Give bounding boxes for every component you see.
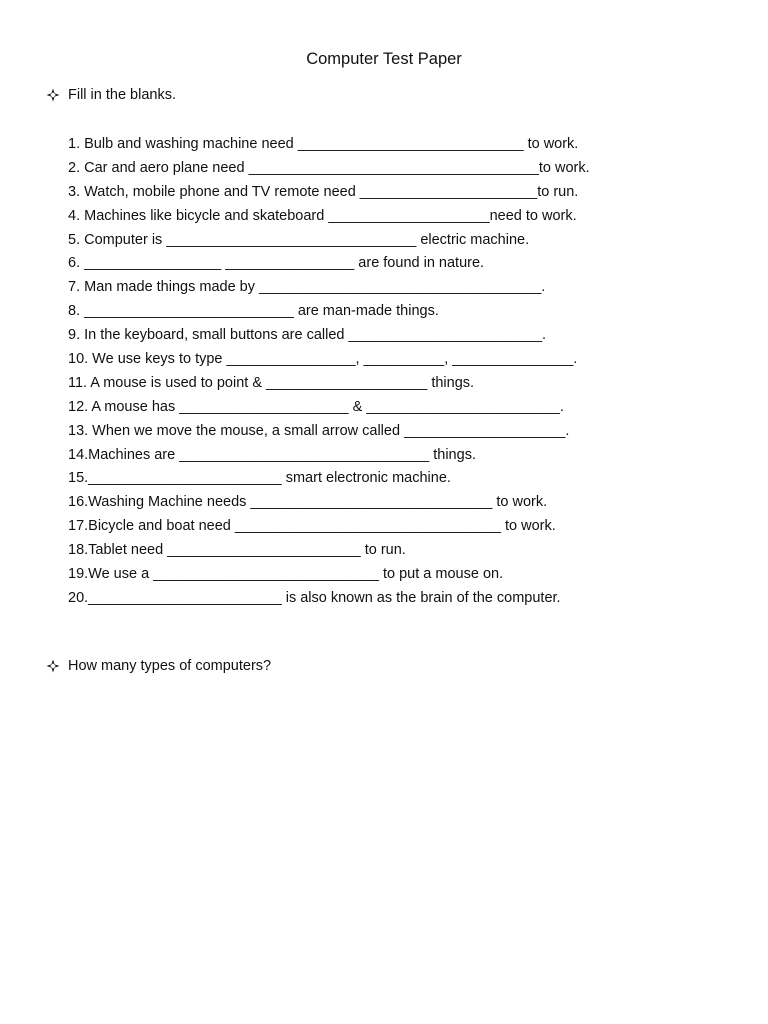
section-fill-in-the-blanks [46, 87, 176, 103]
question-item: 18.Tablet need ________________________ to run. [68, 542, 406, 559]
question-item: 12. A mouse has _____________________ & ________________________. [68, 398, 564, 415]
question-item: 16.Washing Machine needs ______________________________ to work. [68, 494, 548, 511]
question-item: 15.________________________ smart electronic machine. [68, 470, 451, 487]
question-item: 8. __________________________ are man-made things. [68, 303, 439, 320]
question-item: 10. We use keys to type ________________, __________, _______________. [68, 351, 578, 368]
question-list [68, 134, 590, 612]
question-item: 13. When we move the mouse, a small arrow called ____________________. [68, 422, 570, 439]
question-item: 1. Bulb and washing machine need ____________________________ to work. [68, 136, 579, 152]
diamond-bullet-icon [46, 88, 60, 102]
question-item: 7. Man made things made by ___________________________________. [68, 279, 546, 296]
section-heading: How many types of computers? [68, 658, 272, 674]
diamond-bullet-icon [46, 659, 60, 673]
question-item: 17.Bicycle and boat need _________________________________ to work. [68, 518, 556, 535]
question-item: 14.Machines are _______________________________ things. [68, 446, 476, 463]
question-item: 4. Machines like bicycle and skateboard ____________________need to work. [68, 207, 577, 224]
page-title: Computer Test Paper [306, 50, 462, 68]
section-heading: Fill in the blanks. [68, 87, 176, 103]
question-item: 3. Watch, mobile phone and TV remote need ______________________to run. [68, 183, 579, 200]
question-item: 9. In the keyboard, small buttons are called ________________________. [68, 327, 547, 344]
question-item: 19.We use a ____________________________ to put a mouse on. [68, 566, 504, 583]
question-item: 20.________________________ is also known as the brain of the computer. [68, 589, 561, 606]
section-types-of-computers [46, 658, 271, 674]
question-item: 6. _________________ ________________ are found in nature. [68, 255, 485, 272]
question-item: 5. Computer is _______________________________ electric machine. [68, 231, 530, 248]
question-item: 2. Car and aero plane need ____________________________________to work. [68, 159, 590, 176]
question-item: 11. A mouse is used to point & ____________________ things. [68, 374, 475, 391]
